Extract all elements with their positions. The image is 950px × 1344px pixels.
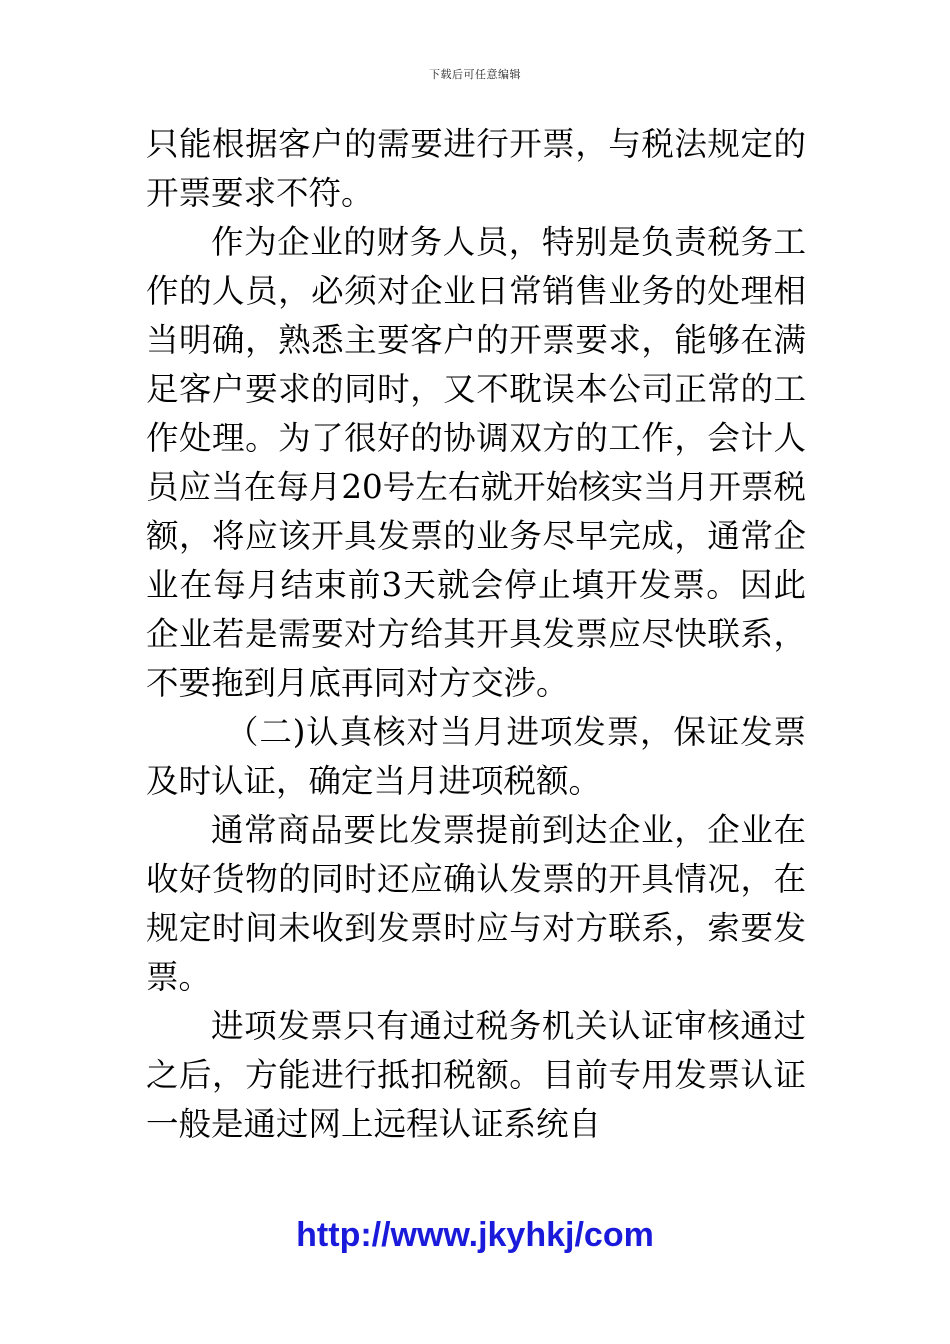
paragraph-5: 进项发票只有通过税务机关认证审核通过之后，方能进行抵扣税额。目前专用发票认证一般是通过网上远程认证系统自 <box>146 1007 806 1143</box>
header-note: 下载后可任意编辑 <box>429 68 521 81</box>
paragraph-4: 通常商品要比发票提前到达企业，企业在收好货物的同时还应确认发票的开具情况，在规定时间未收到发票时应与对方联系，索要发票。 <box>146 811 806 996</box>
paragraph-1: 只能根据客户的需要进行开票，与税法规定的开票要求不符。 <box>146 125 806 212</box>
paragraph-2: 作为企业的财务人员，特别是负责税务工作的人员，必须对企业日常销售业务的处理相当明确，熟悉主要客户的开票要求，能够在满足客户要求的同时，又不耽误本公司正常的工作处理。为了很好的协调双方的工作，会计人员应当在每月20号左右就开始核实当月开票税额，将应该开具发票的业务尽早完成，通常企业在每月结束前3天就会停止填开发票。因此企业若是需要对方给其开具发票应尽快联系，不要拖到月底再同对方交涉。 <box>146 223 806 702</box>
document-body <box>146 120 806 1149</box>
footer-url-link[interactable]: http://www.jkyhkj/com <box>296 1216 654 1254</box>
paragraph-3-section-heading: （二)认真核对当月进项发票，保证发票及时认证，确定当月进项税额。 <box>146 713 806 800</box>
